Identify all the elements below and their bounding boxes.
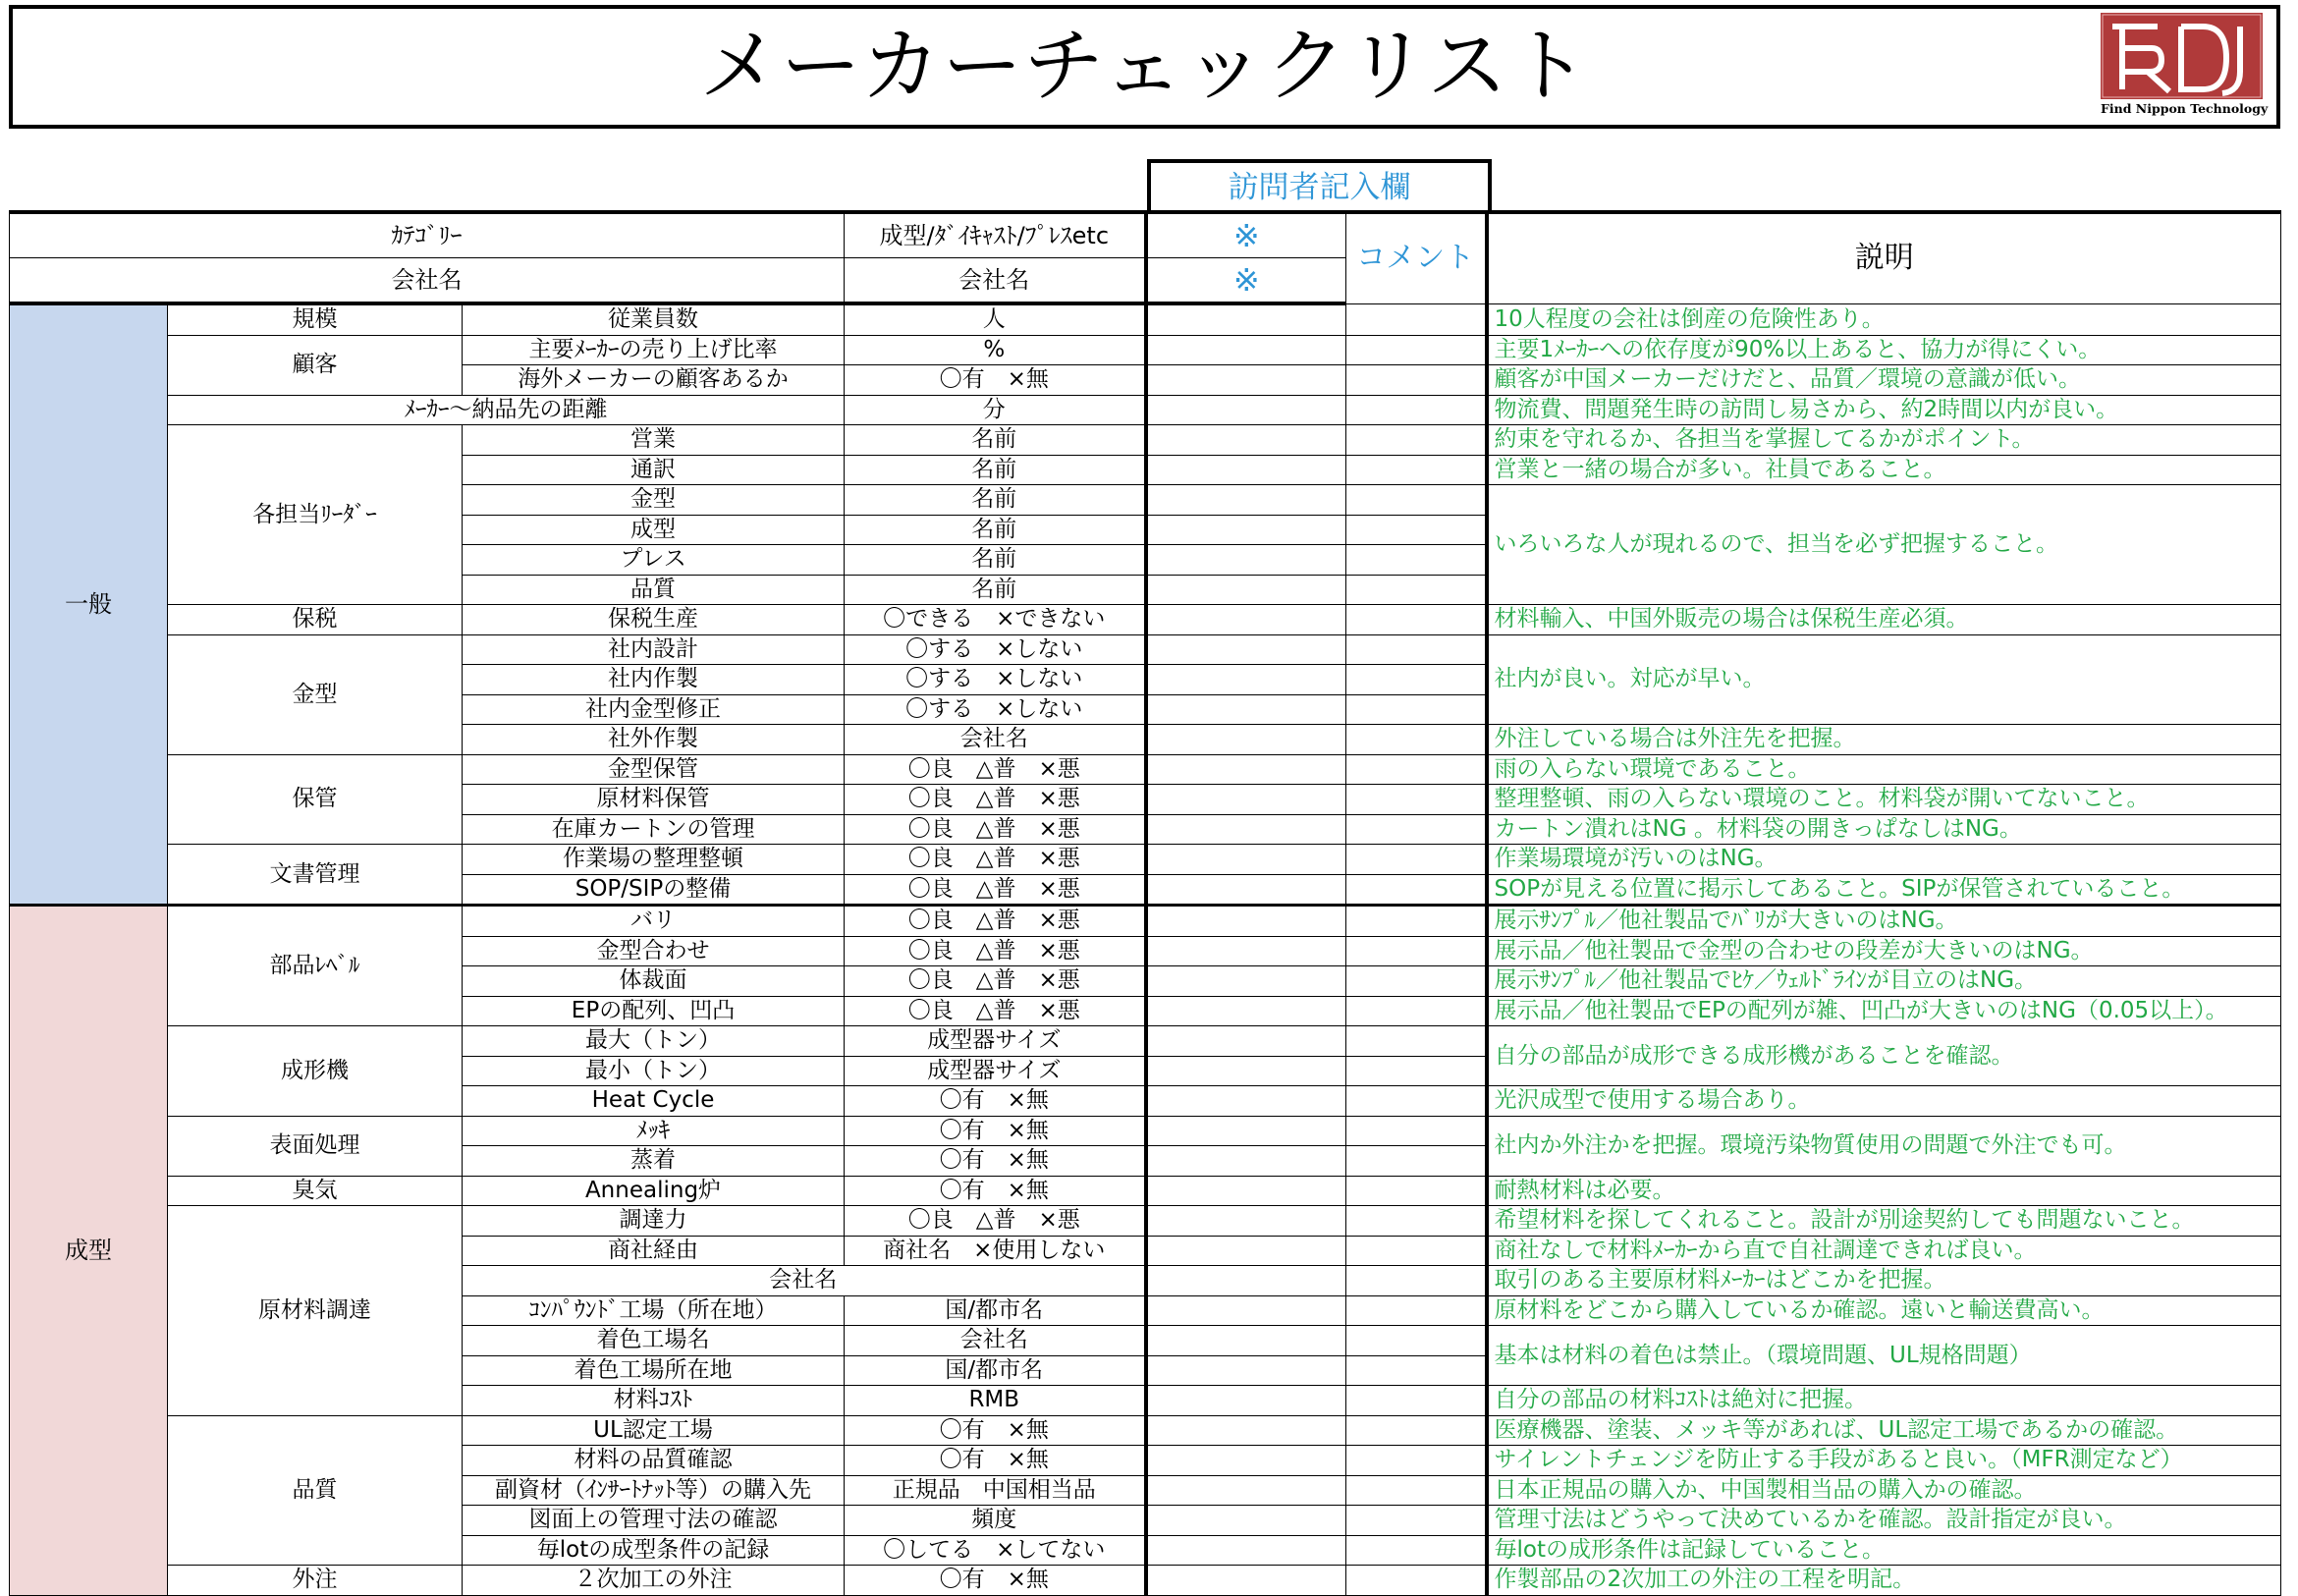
visitor-entry-cell[interactable]	[1146, 1415, 1346, 1446]
explanation-text: SOPが見える位置に掲示してあること。SIPが保管されていること。	[1487, 874, 2281, 906]
explanation-text: 原材料をどこから購入しているか確認。遠いと輸送費高い。	[1487, 1295, 2281, 1326]
table-row	[10, 634, 2281, 665]
item-label: 金型保管	[463, 754, 845, 785]
item-label: 原材料保管	[463, 785, 845, 815]
explanation-text: 社内が良い。対応が早い。	[1487, 634, 2281, 725]
visitor-entry-cell[interactable]	[1146, 1236, 1346, 1266]
format-hint: 〇良 △普 ×悪	[845, 785, 1146, 815]
header-row-category	[10, 212, 2281, 258]
visitor-entry-cell[interactable]	[1146, 365, 1346, 396]
table-row	[10, 1206, 2281, 1237]
comment-cell[interactable]	[1346, 966, 1487, 997]
explanation-text: 展示ｻﾝﾌﾟﾙ／他社製品でﾊﾞﾘが大きいのはNG。	[1487, 906, 2281, 937]
item-label: 成型	[463, 515, 845, 545]
item-label: 図面上の管理寸法の確認	[463, 1506, 845, 1536]
visitor-entry-cell[interactable]	[1146, 1295, 1346, 1326]
visitor-entry-cell[interactable]	[1146, 1446, 1346, 1476]
explanation-text: 毎lotの成形条件は記録していること。	[1487, 1535, 2281, 1566]
item-label: ﾒｯｷ	[463, 1116, 845, 1146]
format-hint: 国/都市名	[845, 1295, 1146, 1326]
table-row	[10, 605, 2281, 635]
comment-cell[interactable]	[1346, 1355, 1487, 1386]
format-hint: 〇良 △普 ×悪	[845, 966, 1146, 997]
logo-mark-icon	[2101, 13, 2263, 99]
company-label: 会社名	[10, 258, 845, 304]
visitor-entry-cell[interactable]	[1146, 303, 1346, 335]
visitor-entry-cell[interactable]	[1146, 1386, 1346, 1416]
comment-cell[interactable]	[1346, 515, 1487, 545]
format-hint: %	[845, 335, 1146, 365]
explanation-text: 雨の入らない環境であること。	[1487, 754, 2281, 785]
group-label: 文書管理	[168, 845, 463, 906]
item-label: プレス	[463, 545, 845, 576]
explanation-text: 外注している場合は外注先を把握。	[1487, 725, 2281, 755]
comment-cell[interactable]	[1346, 1026, 1487, 1057]
group-label: 表面処理	[168, 1116, 463, 1176]
item-label: 社内設計	[463, 634, 845, 665]
visitor-entry-cell[interactable]	[1146, 936, 1346, 966]
visitor-entry-cell[interactable]	[1146, 1326, 1346, 1356]
visitor-entry-cell[interactable]	[1146, 545, 1346, 576]
comment-cell[interactable]	[1346, 1176, 1487, 1206]
item-label: 在庫カートンの管理	[463, 814, 845, 845]
item-label: 着色工場名	[463, 1326, 845, 1356]
item-label: 品質	[463, 575, 845, 605]
explanation-text: 基本は材料の着色は禁止。（環境問題、UL規格問題）	[1487, 1326, 2281, 1386]
comment-cell[interactable]	[1346, 1295, 1487, 1326]
item-label: 最大（トン）	[463, 1026, 845, 1057]
item-label: 作業場の整理整頓	[463, 845, 845, 875]
item-label: ｺﾝﾊﾟｳﾝﾄﾞ工場（所在地）	[463, 1295, 845, 1326]
format-hint: 〇する ×しない	[845, 694, 1146, 725]
explanation-text: 自分の部品が成形できる成形機があることを確認。	[1487, 1026, 2281, 1086]
visitor-entry-cell[interactable]	[1146, 906, 1346, 937]
item-label: 営業	[463, 425, 845, 456]
item-label: 着色工場所在地	[463, 1355, 845, 1386]
visitor-entry-cell[interactable]	[1146, 1086, 1346, 1117]
format-hint: 〇有 ×無	[845, 1415, 1146, 1446]
format-hint: RMB	[845, 1386, 1146, 1416]
item-label: 商社経由	[463, 1236, 845, 1266]
visitor-section-header: 訪問者記入欄	[1147, 159, 1492, 212]
comment-cell[interactable]	[1346, 1506, 1487, 1536]
explanation-text: 材料輸入、中国外販売の場合は保税生産必須。	[1487, 605, 2281, 635]
visitor-entry-cell[interactable]	[1146, 996, 1346, 1026]
format-hint: 〇良 △普 ×悪	[845, 996, 1146, 1026]
comment-cell[interactable]	[1346, 845, 1487, 875]
explanation-text: 物流費、問題発生時の訪問し易さから、約2時間以内が良い。	[1487, 395, 2281, 425]
explanation-text: 顧客が中国メーカーだけだと、品質／環境の意識が低い。	[1487, 365, 2281, 396]
visitor-entry-cell[interactable]	[1146, 665, 1346, 695]
format-hint: 国/都市名	[845, 1355, 1146, 1386]
comment-cell[interactable]	[1346, 874, 1487, 906]
explanation-header: 説明	[1487, 212, 2281, 303]
explanation-text: 主要1ﾒｰｶｰへの依存度が90%以上あると、協力が得にくい。	[1487, 335, 2281, 365]
explanation-text: 作業場環境が汚いのはNG。	[1487, 845, 2281, 875]
explanation-text: 作製部品の2次加工の外注の工程を明記。	[1487, 1566, 2281, 1596]
visitor-mark-category: ※	[1146, 212, 1346, 258]
table-row	[10, 1116, 2281, 1146]
group-label: 成形機	[168, 1026, 463, 1117]
format-hint: 〇有 ×無	[845, 1566, 1146, 1596]
table-row	[10, 906, 2281, 937]
comment-cell[interactable]	[1346, 455, 1487, 485]
category-value: 成型/ﾀﾞｲｷｬｽﾄ/ﾌﾟﾚｽetc	[845, 212, 1146, 258]
visitor-entry-cell[interactable]	[1146, 575, 1346, 605]
item-label: 通訳	[463, 455, 845, 485]
explanation-text: 10人程度の会社は倒産の危険性あり。	[1487, 303, 2281, 335]
explanation-text: 展示品／他社製品でEPの配列が雑、凹凸が大きいのはNG（0.05以上）。	[1487, 996, 2281, 1026]
visitor-entry-cell[interactable]	[1146, 845, 1346, 875]
comment-cell[interactable]	[1346, 665, 1487, 695]
explanation-text: 商社なしで材料ﾒｰｶｰから直で自社調達できれば良い。	[1487, 1236, 2281, 1266]
item-label: UL認定工場	[463, 1415, 845, 1446]
item-label: Annealing炉	[463, 1176, 845, 1206]
comment-cell[interactable]	[1346, 365, 1487, 396]
comment-cell[interactable]	[1346, 1236, 1487, 1266]
visitor-entry-cell[interactable]	[1146, 335, 1346, 365]
visitor-entry-cell[interactable]	[1146, 1266, 1346, 1296]
comment-cell[interactable]	[1346, 634, 1487, 665]
format-hint: 〇良 △普 ×悪	[845, 754, 1146, 785]
format-hint: 〇良 △普 ×悪	[845, 845, 1146, 875]
visitor-entry-cell[interactable]	[1146, 814, 1346, 845]
visitor-entry-cell[interactable]	[1146, 1206, 1346, 1237]
explanation-text: サイレントチェンジを防止する手段があると良い。（MFR測定など）	[1487, 1446, 2281, 1476]
comment-cell[interactable]	[1346, 814, 1487, 845]
comment-cell[interactable]	[1346, 1326, 1487, 1356]
group-label: 各担当ﾘｰﾀﾞｰ	[168, 425, 463, 605]
visitor-entry-cell[interactable]	[1146, 605, 1346, 635]
format-hint: 商社名 ×使用しない	[845, 1236, 1146, 1266]
visitor-entry-cell[interactable]	[1146, 395, 1346, 425]
format-hint: 〇良 △普 ×悪	[845, 1206, 1146, 1237]
table-row	[10, 395, 2281, 425]
comment-cell[interactable]	[1346, 1086, 1487, 1117]
explanation-text: カートン潰れはNG 。材料袋の開きっぱなしはNG。	[1487, 814, 2281, 845]
format-hint: 〇良 △普 ×悪	[845, 906, 1146, 937]
comment-cell[interactable]	[1346, 996, 1487, 1026]
comment-cell[interactable]	[1346, 395, 1487, 425]
comment-cell[interactable]	[1346, 575, 1487, 605]
comment-cell[interactable]	[1346, 335, 1487, 365]
visitor-entry-cell[interactable]	[1146, 694, 1346, 725]
comment-cell[interactable]	[1346, 1116, 1487, 1146]
visitor-entry-cell[interactable]	[1146, 966, 1346, 997]
visitor-entry-cell[interactable]	[1146, 1355, 1346, 1386]
item-label: SOP/SIPの整備	[463, 874, 845, 906]
format-hint: 会社名	[845, 725, 1146, 755]
explanation-text: 整理整頓、雨の入らない環境のこと。材料袋が開いてないこと。	[1487, 785, 2281, 815]
comment-cell[interactable]	[1346, 425, 1487, 456]
table-row	[10, 754, 2281, 785]
table-row	[10, 1415, 2281, 1446]
group-label: 顧客	[168, 335, 463, 395]
item-label: 材料の品質確認	[463, 1446, 845, 1476]
comment-cell[interactable]	[1346, 936, 1487, 966]
explanation-text: 自分の部品の材料ｺｽﾄは絶対に把握。	[1487, 1386, 2281, 1416]
explanation-text: 希望材料を探してくれること。設計が別途契約しても問題ないこと。	[1487, 1206, 2281, 1237]
visitor-entry-cell[interactable]	[1146, 874, 1346, 906]
group-label: 金型	[168, 634, 463, 754]
visitor-entry-cell[interactable]	[1146, 1146, 1346, 1177]
item-label: 毎lotの成型条件の記録	[463, 1535, 845, 1566]
comment-cell[interactable]	[1346, 1206, 1487, 1237]
visitor-entry-cell[interactable]	[1146, 485, 1346, 516]
item-label: 従業員数	[463, 303, 845, 335]
explanation-text: 管理寸法はどうやって決めているかを確認。設計指定が良い。	[1487, 1506, 2281, 1536]
table-row	[10, 1026, 2281, 1057]
item-label: バリ	[463, 906, 845, 937]
format-hint: 〇良 △普 ×悪	[845, 936, 1146, 966]
visitor-entry-cell[interactable]	[1146, 1535, 1346, 1566]
visitor-entry-cell[interactable]	[1146, 1176, 1346, 1206]
explanation-text: 約束を守れるか、各担当を掌握してるかがポイント。	[1487, 425, 2281, 456]
format-hint: 成型器サイズ	[845, 1056, 1146, 1086]
title-box	[9, 5, 2280, 129]
format-hint: 〇有 ×無	[845, 1446, 1146, 1476]
comment-cell[interactable]	[1346, 1415, 1487, 1446]
format-hint: 〇する ×しない	[845, 665, 1146, 695]
comment-cell[interactable]	[1346, 725, 1487, 755]
visitor-entry-cell[interactable]	[1146, 1026, 1346, 1057]
explanation-text: 取引のある主要原材料ﾒｰｶｰはどこかを把握。	[1487, 1266, 2281, 1296]
format-hint: 〇良 △普 ×悪	[845, 874, 1146, 906]
format-hint: 正規品 中国相当品	[845, 1475, 1146, 1506]
group-label: 部品ﾚﾍﾞﾙ	[168, 906, 463, 1026]
format-hint: 名前	[845, 545, 1146, 576]
format-hint: 〇する ×しない	[845, 634, 1146, 665]
comment-cell[interactable]	[1346, 1535, 1487, 1566]
explanation-text: 医療機器、塗装、メッキ等があれば、UL認定工場であるかの確認。	[1487, 1415, 2281, 1446]
visitor-entry-cell[interactable]	[1146, 1116, 1346, 1146]
item-label: 社外作製	[463, 725, 845, 755]
comment-cell[interactable]	[1346, 1056, 1487, 1086]
visitor-entry-cell[interactable]	[1146, 634, 1346, 665]
group-label: 臭気	[168, 1176, 463, 1206]
visitor-entry-cell[interactable]	[1146, 1056, 1346, 1086]
explanation-text: 展示ｻﾝﾌﾟﾙ／他社製品でﾋｹ／ｳｪﾙﾄﾞﾗｲﾝが目立のはNG。	[1487, 966, 2281, 997]
format-hint: 〇有 ×無	[845, 1176, 1146, 1206]
comment-cell[interactable]	[1346, 1266, 1487, 1296]
comment-cell[interactable]	[1346, 754, 1487, 785]
format-hint: 人	[845, 303, 1146, 335]
comment-cell[interactable]	[1346, 605, 1487, 635]
comment-header: コメント	[1346, 212, 1487, 303]
format-hint: 〇してる ×してない	[845, 1535, 1146, 1566]
explanation-text: 光沢成型で使用する場合あり。	[1487, 1086, 2281, 1117]
visitor-mark-company: ※	[1146, 258, 1346, 304]
item-label: 会社名	[463, 1266, 1146, 1296]
visitor-entry-cell[interactable]	[1146, 425, 1346, 456]
comment-cell[interactable]	[1346, 1386, 1487, 1416]
format-hint: 〇有 ×無	[845, 1116, 1146, 1146]
group-label: 保管	[168, 754, 463, 845]
item-label: 材料ｺｽﾄ	[463, 1386, 845, 1416]
comment-cell[interactable]	[1346, 1475, 1487, 1506]
format-hint: 分	[845, 395, 1146, 425]
explanation-text: 日本正規品の購入か、中国製相当品の購入かの確認。	[1487, 1475, 2281, 1506]
visitor-entry-cell[interactable]	[1146, 1475, 1346, 1506]
item-label: EPの配列、凹凸	[463, 996, 845, 1026]
format-hint: 名前	[845, 455, 1146, 485]
comment-cell[interactable]	[1346, 1446, 1487, 1476]
item-label: 調達力	[463, 1206, 845, 1237]
group-label: 規模	[168, 303, 463, 335]
format-hint: 名前	[845, 425, 1146, 456]
item-label: 最小（トン）	[463, 1056, 845, 1086]
item-label: ﾒｰｶｰ～納品先の距離	[168, 395, 845, 425]
item-label: 蒸着	[463, 1146, 845, 1177]
visitor-entry-cell[interactable]	[1146, 725, 1346, 755]
format-hint: 名前	[845, 575, 1146, 605]
format-hint: 名前	[845, 485, 1146, 516]
company-value: 会社名	[845, 258, 1146, 304]
item-label: Heat Cycle	[463, 1086, 845, 1117]
explanation-text: 社内か外注かを把握。環境汚染物質使用の問題で外注でも可。	[1487, 1116, 2281, 1176]
comment-cell[interactable]	[1346, 785, 1487, 815]
logo-tagline: Find Nippon Technology	[2101, 101, 2269, 116]
item-label: 副資材（ｲﾝｻｰﾄﾅｯﾄ等）の購入先	[463, 1475, 845, 1506]
item-label: 社内作製	[463, 665, 845, 695]
visitor-entry-cell[interactable]	[1146, 455, 1346, 485]
format-hint: 〇できる ×できない	[845, 605, 1146, 635]
group-label: 保税	[168, 605, 463, 635]
comment-cell[interactable]	[1346, 1566, 1487, 1596]
explanation-text: 展示品／他社製品で金型の合わせの段差が大きいのはNG。	[1487, 936, 2281, 966]
comment-cell[interactable]	[1346, 906, 1487, 937]
item-label: 社内金型修正	[463, 694, 845, 725]
comment-cell[interactable]	[1346, 545, 1487, 576]
explanation-text: 耐熱材料は必要。	[1487, 1176, 2281, 1206]
format-hint: 名前	[845, 515, 1146, 545]
item-label: ２次加工の外注	[463, 1566, 845, 1596]
format-hint: 成型器サイズ	[845, 1026, 1146, 1057]
item-label: 保税生産	[463, 605, 845, 635]
comment-cell[interactable]	[1346, 303, 1487, 335]
item-label: 体裁面	[463, 966, 845, 997]
group-label: 外注	[168, 1566, 463, 1596]
table-row	[10, 425, 2281, 456]
table-row	[10, 845, 2281, 875]
comment-cell[interactable]	[1346, 1146, 1487, 1177]
format-hint: 〇有 ×無	[845, 1146, 1146, 1177]
visitor-entry-cell[interactable]	[1146, 1506, 1346, 1536]
format-hint: 会社名	[845, 1326, 1146, 1356]
group-label: 品質	[168, 1415, 463, 1566]
item-label: 海外メーカーの顧客あるか	[463, 365, 845, 396]
table-row	[10, 1566, 2281, 1596]
format-hint: 〇良 △普 ×悪	[845, 814, 1146, 845]
item-label: 金型合わせ	[463, 936, 845, 966]
format-hint: 頻度	[845, 1506, 1146, 1536]
table-row	[10, 303, 2281, 335]
category-label: ｶﾃｺﾞﾘｰ	[10, 212, 845, 258]
item-label: 主要ﾒｰｶｰの売り上げ比率	[463, 335, 845, 365]
table-row	[10, 1176, 2281, 1206]
visitor-entry-cell[interactable]	[1146, 785, 1346, 815]
company-logo	[2101, 13, 2269, 122]
visitor-entry-cell[interactable]	[1146, 1566, 1346, 1596]
category-molding: 成型	[10, 906, 168, 1596]
format-hint: 〇有 ×無	[845, 1086, 1146, 1117]
page-title: メーカーチェックリスト	[698, 20, 1591, 113]
comment-cell[interactable]	[1346, 485, 1487, 516]
comment-cell[interactable]	[1346, 694, 1487, 725]
group-label: 原材料調達	[168, 1206, 463, 1416]
checklist-table	[9, 210, 2281, 1596]
explanation-text: 営業と一緒の場合が多い。社員であること。	[1487, 455, 2281, 485]
category-general: 一般	[10, 303, 168, 906]
explanation-text: いろいろな人が現れるので、担当を必ず把握すること。	[1487, 485, 2281, 605]
table-row	[10, 335, 2281, 365]
item-label: 金型	[463, 485, 845, 516]
format-hint: 〇有 ×無	[845, 365, 1146, 396]
visitor-entry-cell[interactable]	[1146, 754, 1346, 785]
visitor-entry-cell[interactable]	[1146, 515, 1346, 545]
